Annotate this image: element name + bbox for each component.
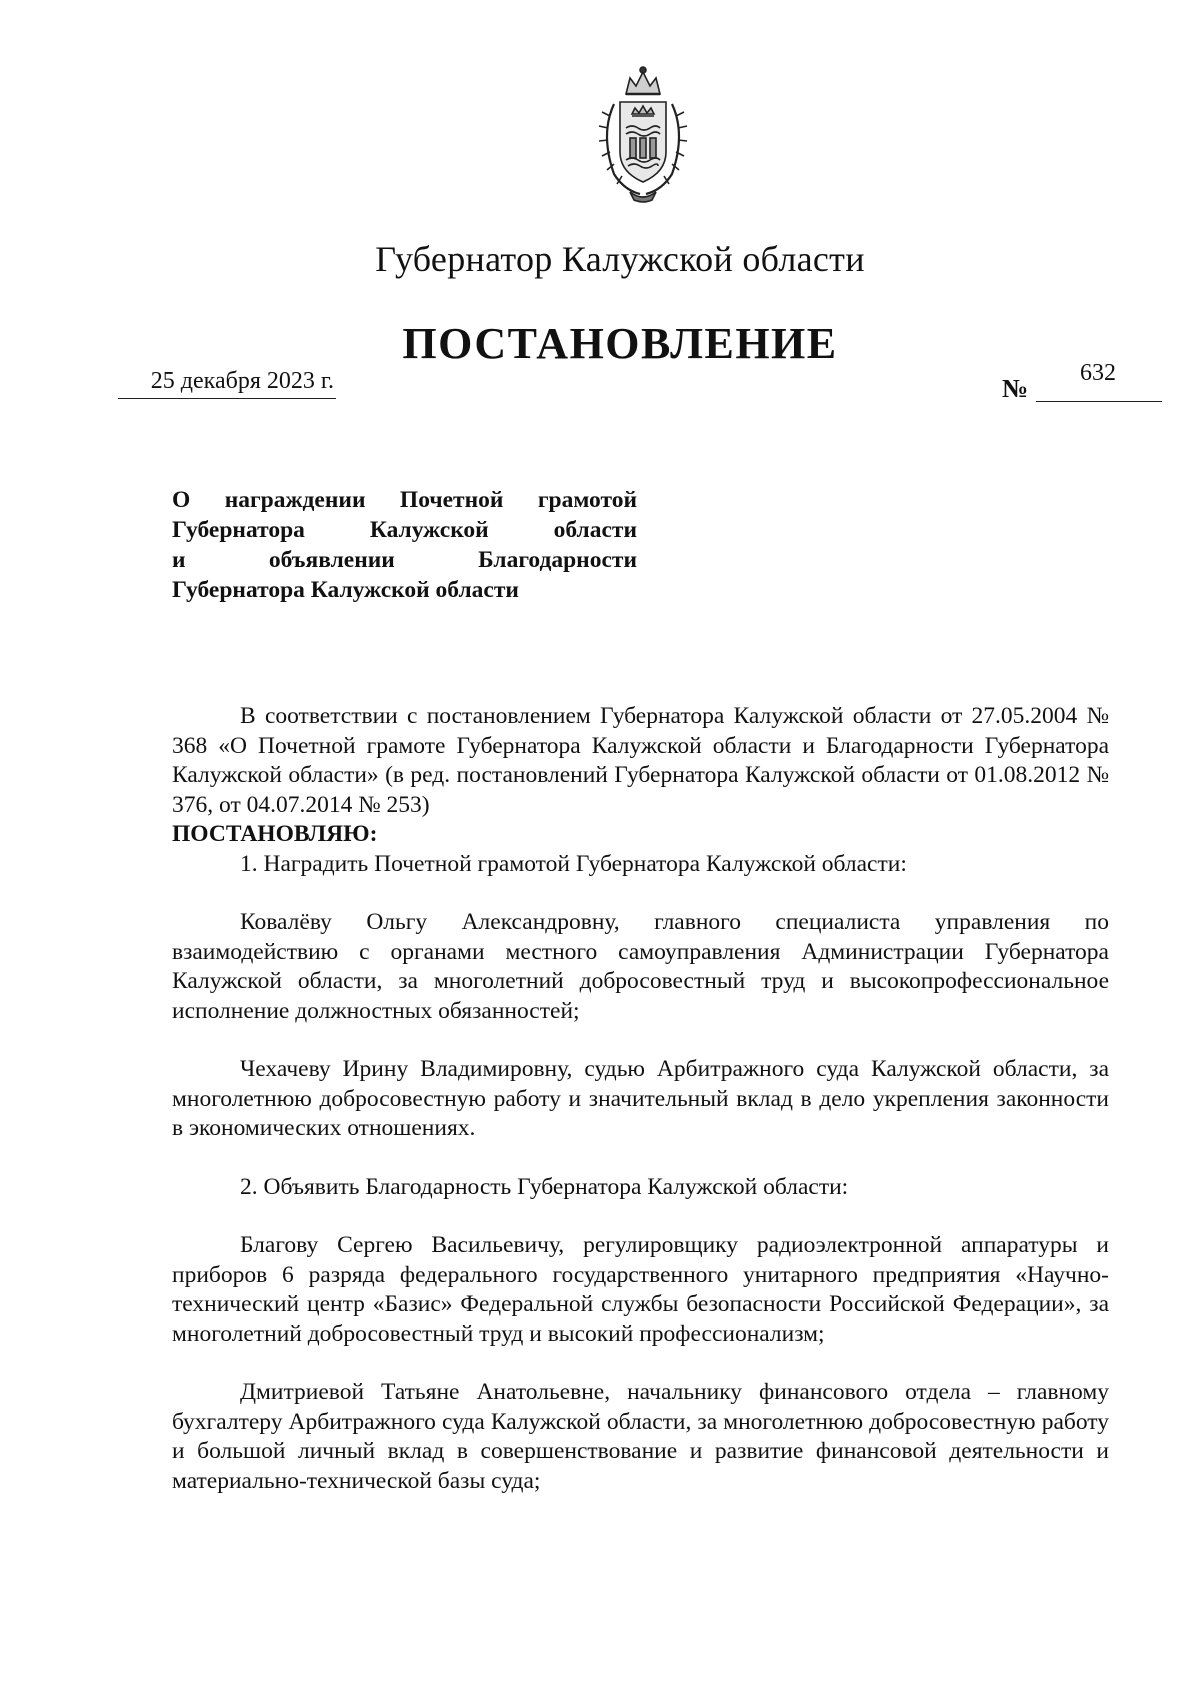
document-date: 25 декабря 2023 г. [150,368,334,394]
subject-line: Губернатора Калужской области [172,577,519,603]
award-person-paragraph: Ковалёву Ольгу Александровну, главного специалиста управления по взаимодействию с органами местного самоуправления Администрации Губернатора Калужской области, за многолетний добросовестный труд и высокопрофессиональное исполнение должностных обязанностей; [172,909,1109,1024]
award-person-paragraph: Чехачеву Ирину Владимировну, судью Арбитражного суда Калужской области, за многолетнюю добросовестную работу и значительный вклад в дело укрепления законности в экономических отношениях. [172,1056,1109,1141]
decree-word: ПОСТАНОВЛЯЮ: [172,821,378,847]
kaluga-coat-of-arms-icon [588,64,698,204]
number-sign: № [1002,374,1029,403]
document-type-title: ПОСТАНОВЛЕНИЕ [402,319,838,368]
subject-line: и объявлении Благодарности [172,547,637,573]
subject-line: Губернатора Калужской области [172,517,637,543]
number-underline [1036,401,1162,402]
item-1-heading: 1. Наградить Почетной грамотой Губернатора Калужской области: [240,850,907,877]
gratitude-person-paragraph: Благову Сергею Васильевичу, регулировщику радиоэлектронной аппаратуры и приборов 6 разряда федерального государственного унитарного предприятия «Научно-технический центр «Базис» Федеральной службы безопасности Российской Федерации», за многолетний добросовестный труд и высокий профессионализм; [172,1232,1109,1347]
subject-line: О награждении Почетной грамотой [172,487,637,513]
issuing-authority: Губернатор Калужской области [375,239,865,279]
item-2-heading: 2. Объявить Благодарность Губернатора Калужской области: [240,1173,849,1200]
document-date-field [118,368,336,395]
preamble-paragraph: В соответствии с постановлением Губернатора Калужской области от 27.05.2004 № 368 «О Почетной грамоте Губернатора Калужской области и Благодарности Губернатора Калужской области» (в ред. постановлений Губернатора Калужской области от 01.08.2012 № 376, от 04.07.2014 № 253) [172,703,1109,818]
date-underline [118,398,336,399]
document-body [172,702,1109,1496]
gratitude-person-paragraph: Дмитриевой Татьяне Анатольевне, начальнику финансового отдела – главному бухгалтеру Арбитражного суда Калужской области, за многолетнюю добросовестную работу и большой личный вклад в совершенствование и развитие финансовой деятельности и материально-технической базы суда; [172,1379,1109,1494]
document-number: 632 [1080,360,1116,386]
document-subject [172,485,637,605]
